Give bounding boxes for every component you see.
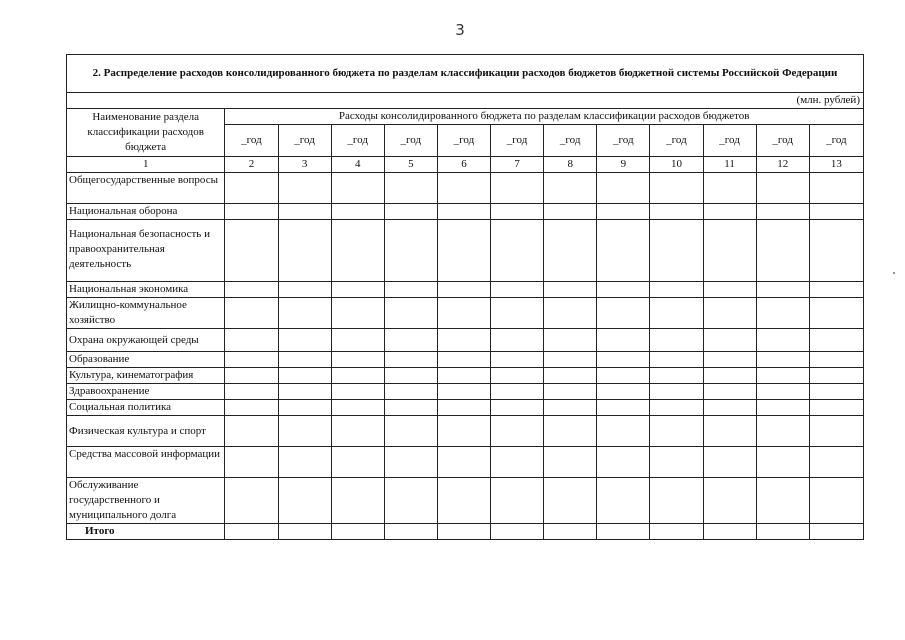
value-cell[interactable]	[809, 329, 863, 352]
value-cell[interactable]	[437, 400, 490, 416]
section-name-header: Наименование раздела классификации расходов бюджета	[67, 109, 225, 157]
value-cell[interactable]	[597, 220, 650, 282]
value-cell[interactable]	[331, 416, 384, 447]
value-cell[interactable]	[384, 447, 437, 478]
table-row	[67, 220, 864, 282]
value-cell[interactable]	[437, 204, 490, 220]
value-cell[interactable]	[491, 220, 544, 282]
value-cell[interactable]	[703, 447, 756, 478]
value-cell[interactable]	[756, 173, 809, 204]
row-label: Национальная экономика	[67, 282, 225, 298]
value-cell[interactable]	[650, 478, 703, 524]
value-cell[interactable]	[331, 282, 384, 298]
value-cell[interactable]	[384, 400, 437, 416]
value-cell[interactable]	[756, 400, 809, 416]
year-header-8: _год	[597, 125, 650, 157]
value-cell[interactable]	[331, 173, 384, 204]
row-label: Образование	[67, 352, 225, 368]
table-row	[67, 384, 864, 400]
expenses-group-header: Расходы консолидированного бюджета по разделам классификации расходов бюджетов	[225, 109, 864, 125]
value-cell[interactable]	[544, 447, 597, 478]
value-cell[interactable]	[756, 416, 809, 447]
value-cell[interactable]	[703, 384, 756, 400]
row-label: Национальная оборона	[67, 204, 225, 220]
value-cell[interactable]	[597, 173, 650, 204]
value-cell[interactable]	[703, 220, 756, 282]
table-row	[67, 478, 864, 524]
value-cell[interactable]	[491, 384, 544, 400]
year-header-3: _год	[331, 125, 384, 157]
column-number-3: 3	[278, 157, 331, 173]
value-cell[interactable]	[437, 478, 490, 524]
value-cell[interactable]	[597, 478, 650, 524]
value-cell[interactable]	[437, 384, 490, 400]
value-cell[interactable]	[278, 400, 331, 416]
value-cell[interactable]	[597, 329, 650, 352]
column-number-10: 10	[650, 157, 703, 173]
value-cell[interactable]	[225, 204, 278, 220]
column-number-11: 11	[703, 157, 756, 173]
value-cell[interactable]	[278, 447, 331, 478]
year-header-6: _год	[491, 125, 544, 157]
table-row	[67, 368, 864, 384]
value-cell[interactable]	[491, 173, 544, 204]
value-cell[interactable]	[491, 416, 544, 447]
value-cell[interactable]	[650, 329, 703, 352]
value-cell[interactable]	[437, 298, 490, 329]
value-cell[interactable]	[278, 384, 331, 400]
value-cell[interactable]	[756, 368, 809, 384]
value-cell[interactable]	[703, 282, 756, 298]
value-cell[interactable]	[331, 368, 384, 384]
value-cell[interactable]	[650, 400, 703, 416]
total-value-cell[interactable]	[384, 524, 437, 540]
value-cell[interactable]	[544, 400, 597, 416]
value-cell[interactable]	[597, 352, 650, 368]
value-cell[interactable]	[756, 352, 809, 368]
value-cell[interactable]	[491, 204, 544, 220]
value-cell[interactable]	[756, 478, 809, 524]
value-cell[interactable]	[756, 282, 809, 298]
total-row	[67, 524, 864, 540]
row-label: Здравоохранение	[67, 384, 225, 400]
value-cell[interactable]	[278, 220, 331, 282]
column-number-6: 6	[437, 157, 490, 173]
value-cell[interactable]	[437, 447, 490, 478]
value-cell[interactable]	[756, 329, 809, 352]
value-cell[interactable]	[278, 478, 331, 524]
value-cell[interactable]	[650, 204, 703, 220]
value-cell[interactable]	[225, 173, 278, 204]
value-cell[interactable]	[597, 282, 650, 298]
value-cell[interactable]	[225, 329, 278, 352]
value-cell[interactable]	[809, 173, 863, 204]
value-cell[interactable]	[437, 282, 490, 298]
value-cell[interactable]	[544, 204, 597, 220]
column-number-1: 1	[67, 157, 225, 173]
budget-distribution-table	[66, 54, 864, 540]
total-value-cell[interactable]	[225, 524, 278, 540]
value-cell[interactable]	[597, 447, 650, 478]
value-cell[interactable]	[703, 204, 756, 220]
value-cell[interactable]	[437, 220, 490, 282]
column-number-5: 5	[384, 157, 437, 173]
value-cell[interactable]	[225, 400, 278, 416]
value-cell[interactable]	[384, 220, 437, 282]
column-number-4: 4	[331, 157, 384, 173]
scan-mark	[893, 272, 895, 274]
value-cell[interactable]	[278, 173, 331, 204]
year-header-2: _год	[278, 125, 331, 157]
total-value-cell[interactable]	[597, 524, 650, 540]
value-cell[interactable]	[650, 352, 703, 368]
total-value-cell[interactable]	[331, 524, 384, 540]
column-number-7: 7	[491, 157, 544, 173]
value-cell[interactable]	[225, 298, 278, 329]
total-value-cell[interactable]	[437, 524, 490, 540]
table-row	[67, 400, 864, 416]
value-cell[interactable]	[225, 384, 278, 400]
total-value-cell[interactable]	[278, 524, 331, 540]
year-header-10: _год	[703, 125, 756, 157]
value-cell[interactable]	[756, 204, 809, 220]
column-number-2: 2	[225, 157, 278, 173]
value-cell[interactable]	[809, 220, 863, 282]
value-cell[interactable]	[703, 352, 756, 368]
table-row	[67, 352, 864, 368]
year-header-5: _год	[437, 125, 490, 157]
value-cell[interactable]	[597, 204, 650, 220]
value-cell[interactable]	[278, 368, 331, 384]
value-cell[interactable]	[384, 173, 437, 204]
value-cell[interactable]	[278, 416, 331, 447]
row-label: Национальная безопасность и правоохранительная деятельность	[67, 220, 225, 282]
value-cell[interactable]	[225, 282, 278, 298]
row-label: Средства массовой информации	[67, 447, 225, 478]
value-cell[interactable]	[331, 384, 384, 400]
value-cell[interactable]	[809, 368, 863, 384]
value-cell[interactable]	[544, 368, 597, 384]
value-cell[interactable]	[650, 416, 703, 447]
value-cell[interactable]	[437, 329, 490, 352]
value-cell[interactable]	[331, 447, 384, 478]
value-cell[interactable]	[491, 352, 544, 368]
value-cell[interactable]	[544, 478, 597, 524]
year-header-12: _год	[809, 125, 863, 157]
value-cell[interactable]	[703, 173, 756, 204]
value-cell[interactable]	[278, 298, 331, 329]
value-cell[interactable]	[331, 220, 384, 282]
value-cell[interactable]	[437, 173, 490, 204]
value-cell[interactable]	[544, 329, 597, 352]
value-cell[interactable]	[597, 416, 650, 447]
value-cell[interactable]	[437, 416, 490, 447]
value-cell[interactable]	[809, 282, 863, 298]
total-value-cell[interactable]	[544, 524, 597, 540]
table-row	[67, 416, 864, 447]
value-cell[interactable]	[544, 282, 597, 298]
table-row	[67, 282, 864, 298]
row-label: Физическая культура и спорт	[67, 416, 225, 447]
value-cell[interactable]	[650, 384, 703, 400]
row-label: Обслуживание государственного и муниципального долга	[67, 478, 225, 524]
value-cell[interactable]	[491, 282, 544, 298]
value-cell[interactable]	[544, 220, 597, 282]
value-cell[interactable]	[331, 400, 384, 416]
value-cell[interactable]	[703, 416, 756, 447]
table-row	[67, 204, 864, 220]
value-cell[interactable]	[650, 282, 703, 298]
value-cell[interactable]	[597, 384, 650, 400]
value-cell[interactable]	[650, 298, 703, 329]
value-cell[interactable]	[437, 368, 490, 384]
value-cell[interactable]	[756, 298, 809, 329]
value-cell[interactable]	[225, 478, 278, 524]
value-cell[interactable]	[278, 282, 331, 298]
row-label: Социальная политика	[67, 400, 225, 416]
value-cell[interactable]	[384, 352, 437, 368]
value-cell[interactable]	[650, 368, 703, 384]
year-header-9: _год	[650, 125, 703, 157]
row-label: Общегосударственные вопросы	[67, 173, 225, 204]
value-cell[interactable]	[597, 368, 650, 384]
row-label: Культура, кинематография	[67, 368, 225, 384]
value-cell[interactable]	[809, 447, 863, 478]
table-row	[67, 329, 864, 352]
value-cell[interactable]	[331, 478, 384, 524]
value-cell[interactable]	[809, 384, 863, 400]
value-cell[interactable]	[597, 400, 650, 416]
value-cell[interactable]	[384, 416, 437, 447]
value-cell[interactable]	[225, 220, 278, 282]
column-number-8: 8	[544, 157, 597, 173]
table-title: 2. Распределение расходов консолидированного бюджета по разделам классификации расходов бюджетов бюджетной системы Российской Федерации	[67, 55, 864, 93]
value-cell[interactable]	[650, 173, 703, 204]
value-cell[interactable]	[703, 329, 756, 352]
year-header-4: _год	[384, 125, 437, 157]
value-cell[interactable]	[331, 352, 384, 368]
total-value-cell[interactable]	[809, 524, 863, 540]
value-cell[interactable]	[809, 204, 863, 220]
value-cell[interactable]	[278, 204, 331, 220]
value-cell[interactable]	[384, 384, 437, 400]
value-cell[interactable]	[331, 329, 384, 352]
column-number-12: 12	[756, 157, 809, 173]
table-row	[67, 298, 864, 329]
value-cell[interactable]	[491, 478, 544, 524]
value-cell[interactable]	[384, 204, 437, 220]
value-cell[interactable]	[225, 352, 278, 368]
column-number-13: 13	[809, 157, 863, 173]
value-cell[interactable]	[809, 352, 863, 368]
total-value-cell[interactable]	[491, 524, 544, 540]
value-cell[interactable]	[384, 329, 437, 352]
value-cell[interactable]	[544, 352, 597, 368]
value-cell[interactable]	[225, 447, 278, 478]
table-row	[67, 173, 864, 204]
value-cell[interactable]	[756, 220, 809, 282]
year-header-1: _год	[225, 125, 278, 157]
table-row	[67, 447, 864, 478]
value-cell[interactable]	[809, 478, 863, 524]
value-cell[interactable]	[756, 447, 809, 478]
page-number: 3	[455, 21, 465, 39]
value-cell[interactable]	[703, 298, 756, 329]
value-cell[interactable]	[703, 400, 756, 416]
value-cell[interactable]	[384, 478, 437, 524]
value-cell[interactable]	[809, 416, 863, 447]
row-label: Охрана окружающей среды	[67, 329, 225, 352]
value-cell[interactable]	[491, 329, 544, 352]
value-cell[interactable]	[544, 384, 597, 400]
value-cell[interactable]	[544, 173, 597, 204]
value-cell[interactable]	[384, 282, 437, 298]
value-cell[interactable]	[650, 447, 703, 478]
units-label: (млн. рублей)	[67, 93, 864, 109]
row-label: Жилищно-коммунальное хозяйство	[67, 298, 225, 329]
value-cell[interactable]	[384, 298, 437, 329]
total-label: Итого	[67, 524, 225, 540]
column-number-9: 9	[597, 157, 650, 173]
total-value-cell[interactable]	[703, 524, 756, 540]
value-cell[interactable]	[809, 298, 863, 329]
value-cell[interactable]	[491, 368, 544, 384]
value-cell[interactable]	[809, 400, 863, 416]
value-cell[interactable]	[703, 478, 756, 524]
value-cell[interactable]	[225, 368, 278, 384]
value-cell[interactable]	[544, 298, 597, 329]
value-cell[interactable]	[544, 416, 597, 447]
total-value-cell[interactable]	[650, 524, 703, 540]
value-cell[interactable]	[437, 352, 490, 368]
value-cell[interactable]	[756, 384, 809, 400]
value-cell[interactable]	[384, 368, 437, 384]
value-cell[interactable]	[597, 298, 650, 329]
value-cell[interactable]	[650, 220, 703, 282]
value-cell[interactable]	[491, 400, 544, 416]
year-header-11: _год	[756, 125, 809, 157]
total-value-cell[interactable]	[756, 524, 809, 540]
value-cell[interactable]	[491, 298, 544, 329]
year-header-7: _год	[544, 125, 597, 157]
value-cell[interactable]	[331, 204, 384, 220]
value-cell[interactable]	[278, 352, 331, 368]
value-cell[interactable]	[278, 329, 331, 352]
value-cell[interactable]	[225, 416, 278, 447]
value-cell[interactable]	[491, 447, 544, 478]
value-cell[interactable]	[331, 298, 384, 329]
value-cell[interactable]	[703, 368, 756, 384]
